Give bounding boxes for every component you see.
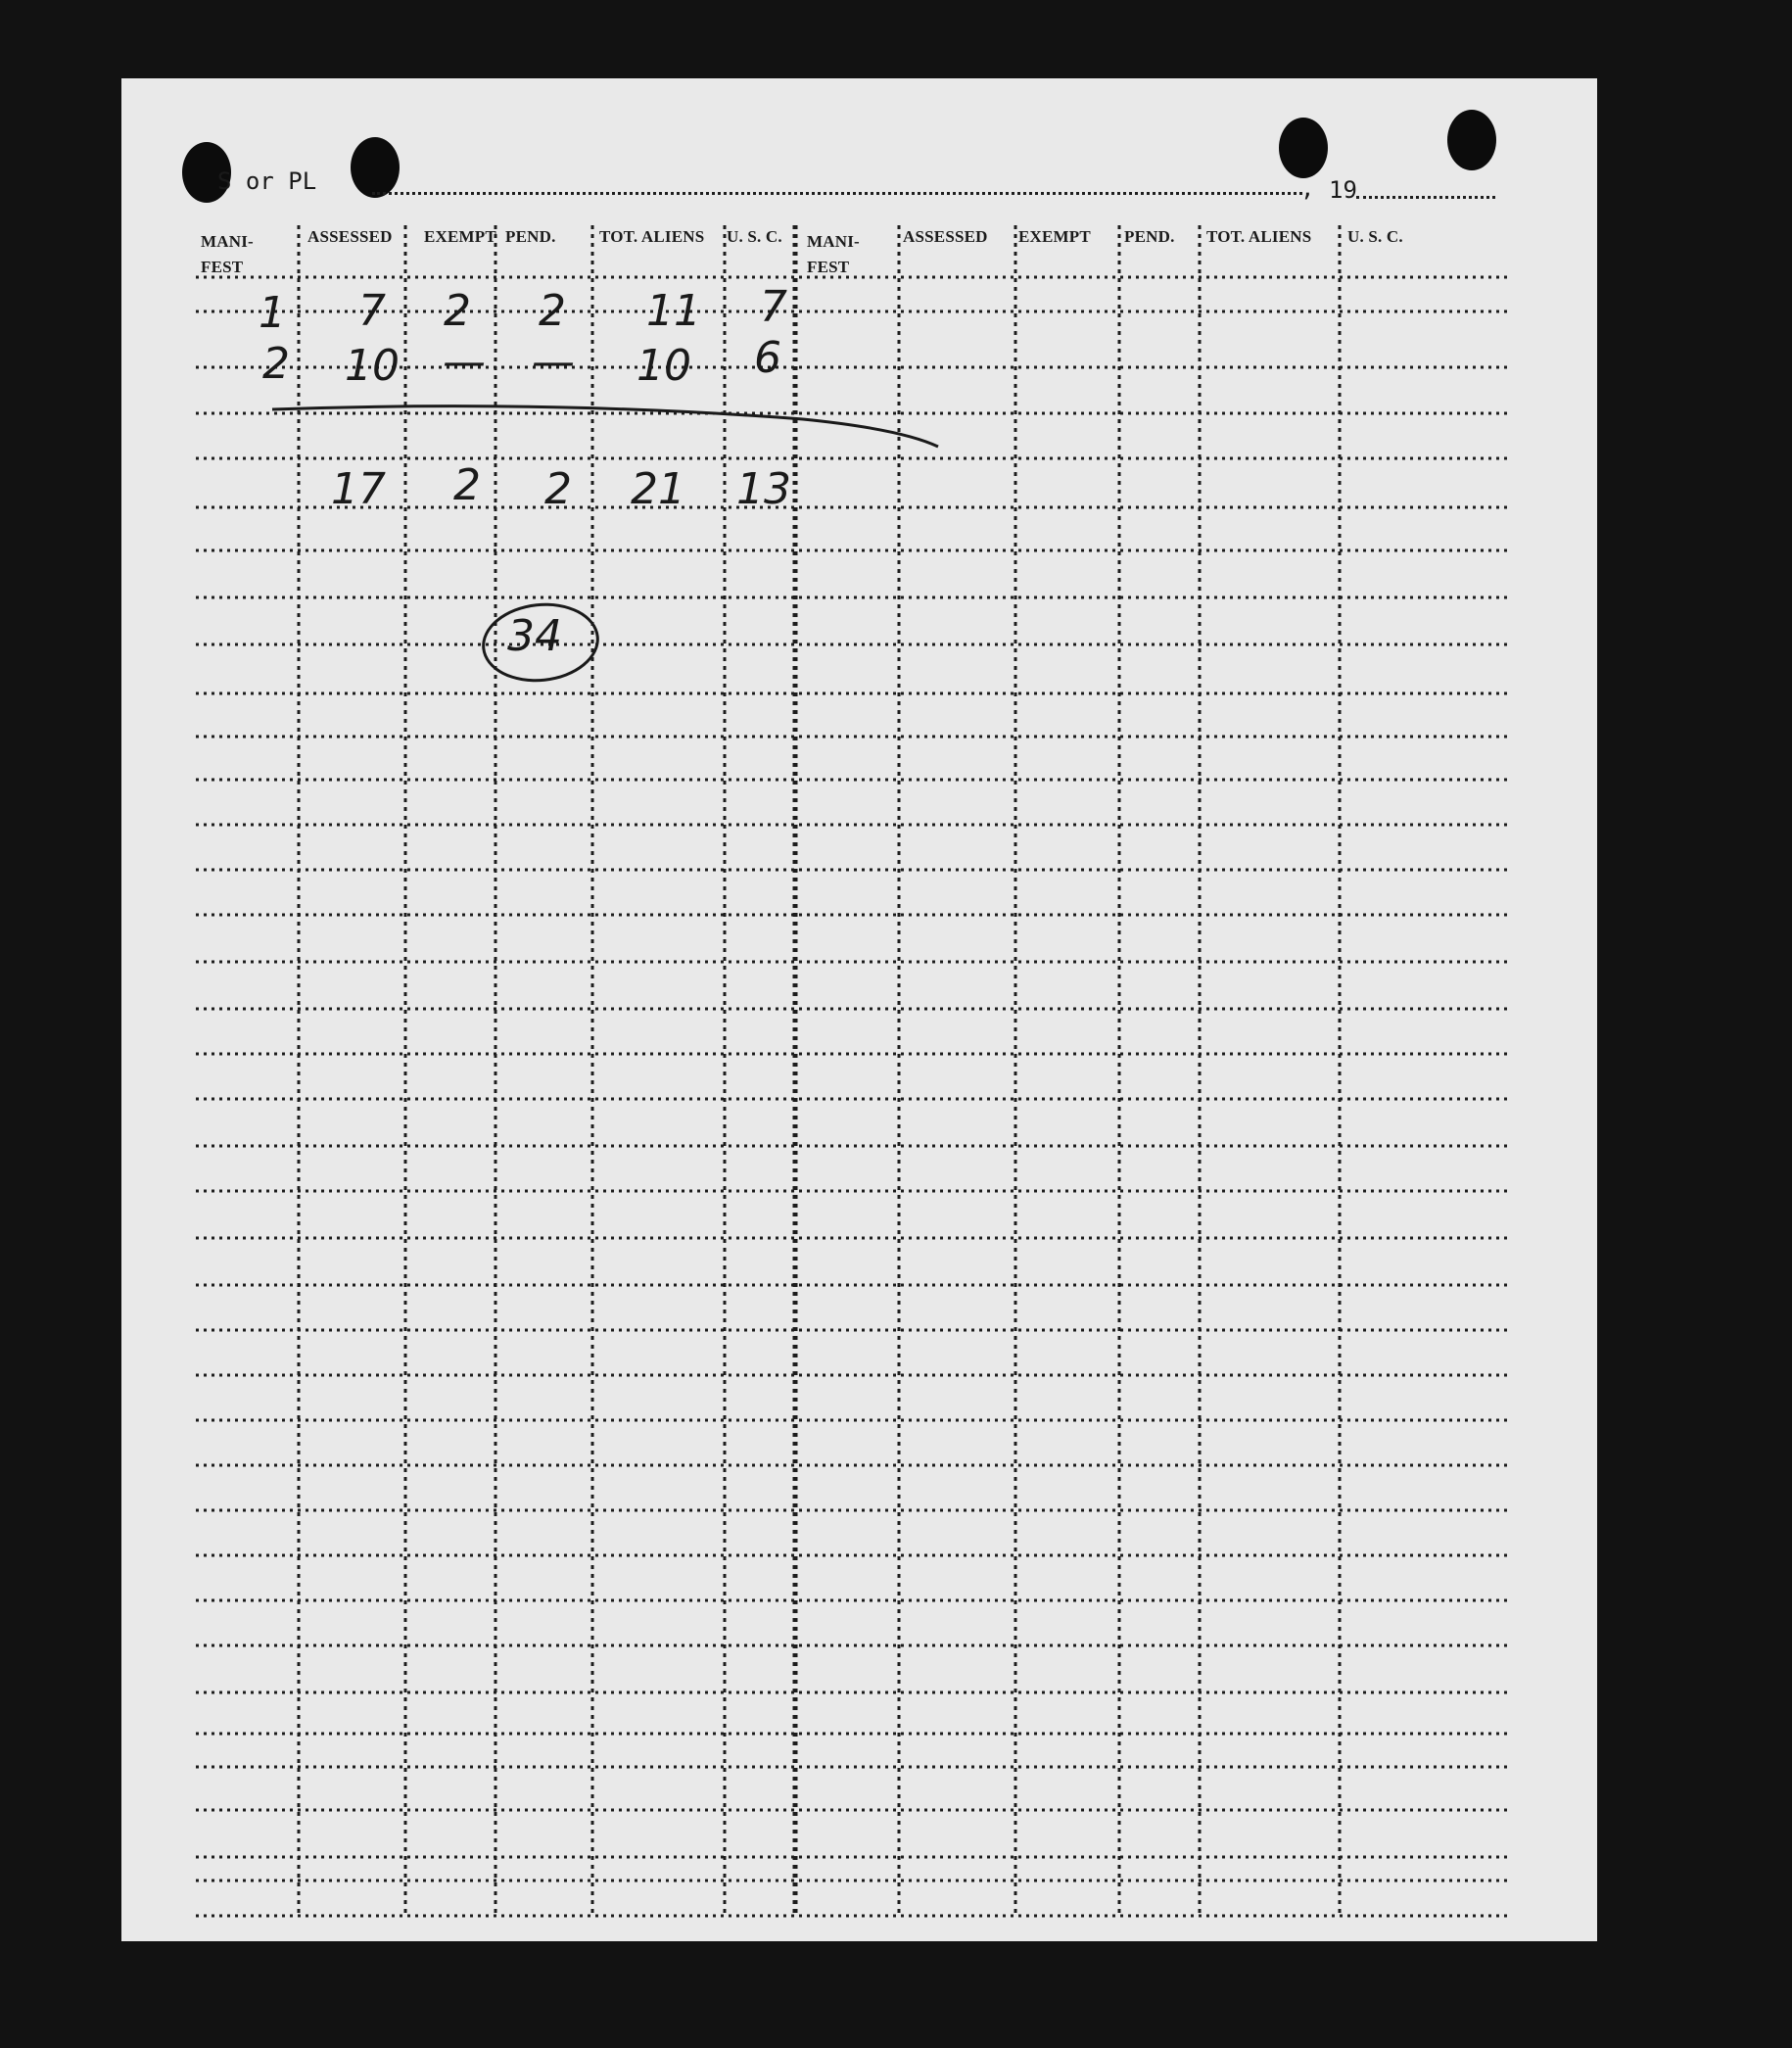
col-head-exempt-left: EXEMPT <box>424 227 496 246</box>
col-head-exempt-right: EXEMPT <box>1018 227 1091 246</box>
header-dotted-line-left <box>372 192 1302 195</box>
comma-mark: , <box>1300 174 1315 202</box>
row2-pend: — <box>532 337 575 387</box>
row1-manifest: 1 <box>259 288 286 338</box>
col-head-tot-aliens-left: TOT. ALIENS <box>599 227 705 246</box>
row2-manifest: 2 <box>262 339 290 389</box>
row1-tot-aliens: 11 <box>646 286 701 336</box>
col-head-usc-right: U. S. C. <box>1347 227 1403 246</box>
col-head-pend-left: PEND. <box>505 227 556 246</box>
col-head-usc-left: U. S. C. <box>727 227 782 246</box>
row2-exempt: — <box>443 337 486 387</box>
row2-assessed: 10 <box>345 341 400 391</box>
circled-total-value: 34 <box>507 611 562 661</box>
year-label: 19 <box>1329 176 1357 204</box>
total-usc: 13 <box>736 464 791 514</box>
col-head-tot-aliens-right: TOT. ALIENS <box>1206 227 1312 246</box>
punch-hole <box>351 137 400 198</box>
total-tot-aliens: 21 <box>631 464 685 514</box>
row2-usc: 6 <box>754 333 781 383</box>
header-dotted-line-right <box>1356 196 1495 199</box>
col-head-assessed-left: ASSESSED <box>307 227 393 246</box>
col-head-pend-right: PEND. <box>1124 227 1175 246</box>
punch-hole <box>1447 110 1496 170</box>
row1-pend: 2 <box>539 286 566 336</box>
row1-exempt: 2 <box>444 286 471 336</box>
row2-tot-aliens: 10 <box>637 341 691 391</box>
punch-hole <box>1279 118 1328 178</box>
form-prefix: S or PL <box>217 167 317 195</box>
col-head-manifest-right: MANI- FEST <box>807 232 860 276</box>
total-pend: 2 <box>544 464 572 514</box>
total-exempt: 2 <box>453 460 481 510</box>
col-head-manifest-left: MANI- FEST <box>201 232 254 276</box>
col-head-assessed-right: ASSESSED <box>903 227 988 246</box>
row1-assessed: 7 <box>358 286 386 336</box>
row1-usc: 7 <box>760 282 787 332</box>
total-assessed: 17 <box>331 464 386 514</box>
